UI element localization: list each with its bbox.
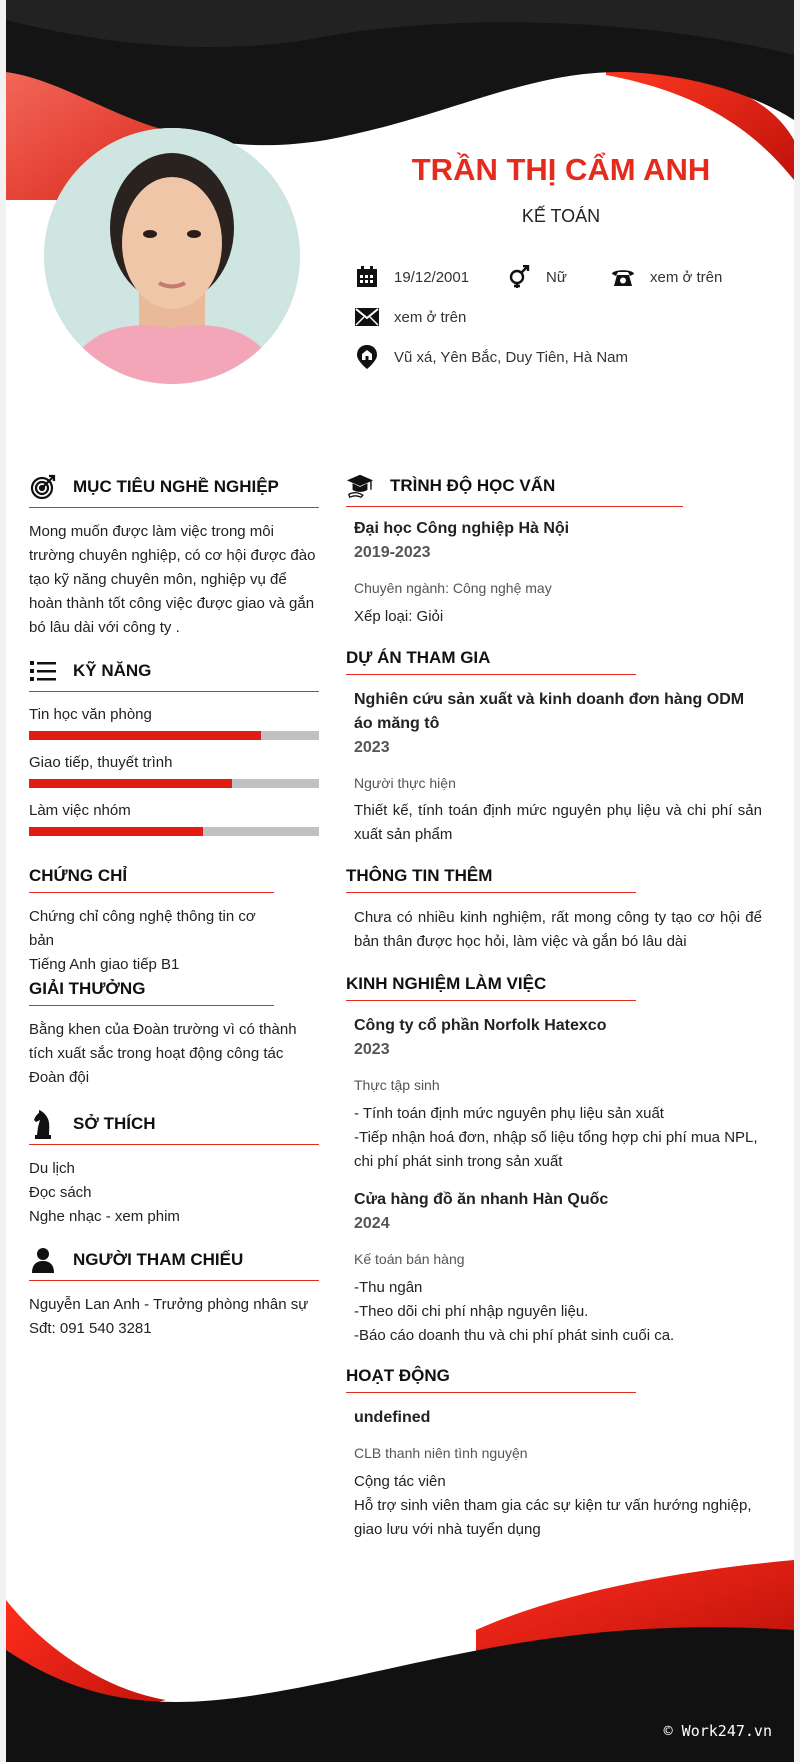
list-icon [29, 657, 57, 685]
skill-item [29, 802, 319, 836]
project-name: Nghiên cứu sản xuất và kinh doanh đơn hàng ODM [354, 691, 745, 708]
project-role: Người thực hiện [354, 775, 456, 791]
job-detail-line: - Tính toán định mức nguyên phụ liệu sản xuất [354, 1105, 664, 1122]
projects-section [346, 648, 636, 675]
skill-bar [29, 779, 319, 788]
email-info [354, 304, 466, 330]
hobbies-section [29, 1110, 319, 1229]
calendar-icon [354, 264, 380, 290]
school-name: Đại học Công nghiệp Hà Nội [354, 520, 570, 537]
hobby-item: Du lịch [29, 1160, 75, 1177]
phone-info [610, 264, 722, 290]
objective-title: MỤC TIÊU NGHỀ NGHIỆP [73, 477, 279, 496]
graduation-cap-icon [346, 472, 374, 500]
certificates-title: CHỨNG CHỈ [29, 866, 128, 885]
references-section [29, 1246, 319, 1341]
gender-value: Nữ [546, 268, 567, 286]
skill-bar-fill [29, 827, 203, 836]
email-icon [354, 304, 380, 330]
skill-label: Làm việc nhóm [29, 802, 131, 819]
skill-item [29, 706, 319, 740]
activity-role: Cộng tác viên [354, 1473, 446, 1490]
skill-bar [29, 827, 319, 836]
education-major: Chuyên ngành: Công nghệ may [354, 580, 552, 596]
location-pin-icon [354, 344, 380, 370]
skill-bar-fill [29, 731, 261, 740]
address-value: Vũ xá, Yên Bắc, Duy Tiên, Hà Nam [394, 348, 629, 366]
skill-item [29, 754, 319, 788]
extra-text: Chưa có nhiều kinh nghiệm, rất mong công ty tạo cơ hội để bản thân được học hỏi, làm việc và gắn bó lâu dài [354, 909, 762, 950]
project-year: 2023 [354, 739, 390, 756]
school-years: 2019-2023 [354, 544, 431, 561]
objective-section [29, 473, 319, 640]
education-section [346, 472, 683, 507]
experience-title: KINH NGHIỆM LÀM VIỆC [346, 974, 547, 993]
skills-title: KỸ NĂNG [73, 661, 152, 680]
references-title: NGƯỜI THAM CHIẾU [73, 1250, 244, 1269]
certificate-item: Chứng chỉ công nghệ thông tin cơ bản [29, 908, 256, 949]
certificates-section [29, 866, 274, 977]
gender-info [506, 264, 567, 290]
activities-title: HOẠT ĐỘNG [346, 1366, 450, 1385]
awards-section [29, 979, 274, 1006]
skills-section [29, 657, 319, 836]
skill-bar-fill [29, 779, 232, 788]
awards-title: GIẢI THƯỞNG [29, 979, 146, 998]
job-details [354, 1102, 762, 1174]
job-details [354, 1276, 762, 1348]
projects-title: DỰ ÁN THAM GIA [346, 648, 491, 667]
job-year: 2024 [354, 1215, 390, 1232]
chess-knight-icon [29, 1110, 57, 1138]
gender-icon [506, 264, 532, 290]
job-detail-line: -Theo dõi chi phí nhập nguyên liệu. [354, 1303, 589, 1320]
extra-title: THÔNG TIN THÊM [346, 866, 493, 885]
job-year: 2023 [354, 1041, 390, 1058]
job-detail-line: -Thu ngân [354, 1279, 423, 1296]
education-grade: Xếp loại: Giỏi [354, 608, 444, 625]
education-title: TRÌNH ĐỘ HỌC VẤN [390, 476, 556, 495]
target-icon [29, 473, 57, 501]
reference-item: Nguyễn Lan Anh - Trưởng phòng nhân sự [29, 1296, 309, 1313]
hobby-item: Đọc sách [29, 1184, 92, 1201]
project-name-cont: áo măng tô [354, 715, 440, 732]
job-detail-line: -Tiếp nhận hoá đơn, nhập số liệu tổng hợp chi phí mua NPL, chi phí phát sinh trong sản xuất [354, 1129, 758, 1170]
job-position: Thực tập sinh [354, 1077, 440, 1093]
certificate-item: Tiếng Anh giao tiếp B1 [29, 956, 180, 973]
job-company: Công ty cổ phần Norfolk Hatexco [354, 1017, 607, 1034]
job-detail-line: -Báo cáo doanh thu và chi phí phát sinh cuối ca. [354, 1327, 675, 1344]
hobby-item: Nghe nhạc - xem phim [29, 1208, 180, 1225]
skill-label: Tin học văn phòng [29, 706, 152, 723]
candidate-role: KẾ TOÁN [521, 206, 601, 226]
hobbies-title: SỞ THÍCH [73, 1114, 156, 1133]
reference-item: Sđt: 091 540 3281 [29, 1320, 152, 1337]
awards-text: Bằng khen của Đoàn trường vì có thành tích xuất sắc trong hoạt động công tác Đoàn đội [29, 1021, 297, 1086]
candidate-name: TRẦN THỊ CẨM ANH [411, 152, 711, 187]
project-desc: Thiết kế, tính toán định mức nguyên phụ liệu và chi phí sản xuất sản phẩm [354, 802, 762, 843]
address-info [354, 344, 628, 370]
skill-bar [29, 731, 319, 740]
job-position: Kế toán bán hàng [354, 1251, 465, 1267]
email-value: xem ở trên [394, 308, 467, 326]
activity-desc: Hỗ trợ sinh viên tham gia các sự kiện tư vấn hướng nghiệp, giao lưu với nhà tuyển dụng [354, 1497, 752, 1538]
job-company: Cửa hàng đồ ăn nhanh Hàn Quốc [354, 1191, 609, 1208]
cv-page [6, 0, 794, 1762]
activity-org: CLB thanh niên tình nguyện [354, 1445, 528, 1461]
footer-watermark: © Work247.vn [663, 1722, 772, 1740]
activity-details [354, 1470, 762, 1542]
birthday-info [354, 264, 469, 290]
birthday-value: 19/12/2001 [394, 268, 470, 286]
phone-icon [610, 264, 636, 290]
profile-photo [44, 128, 300, 384]
skill-label: Giao tiếp, thuyết trình [29, 754, 173, 771]
objective-text: Mong muốn được làm việc trong môi trường chuyên nghiệp, có cơ hội được đào tạo kỹ năng chuyên môn, nghiệp vụ để hoàn thành tốt công việc được giao và gắn bó lâu dài với công ty . [29, 523, 316, 636]
activity-name: undefined [354, 1409, 431, 1426]
person-icon [29, 1246, 57, 1274]
extra-section [346, 866, 636, 893]
experience-section [346, 974, 636, 1001]
activities-section [346, 1366, 636, 1393]
phone-value: xem ở trên [650, 268, 723, 286]
